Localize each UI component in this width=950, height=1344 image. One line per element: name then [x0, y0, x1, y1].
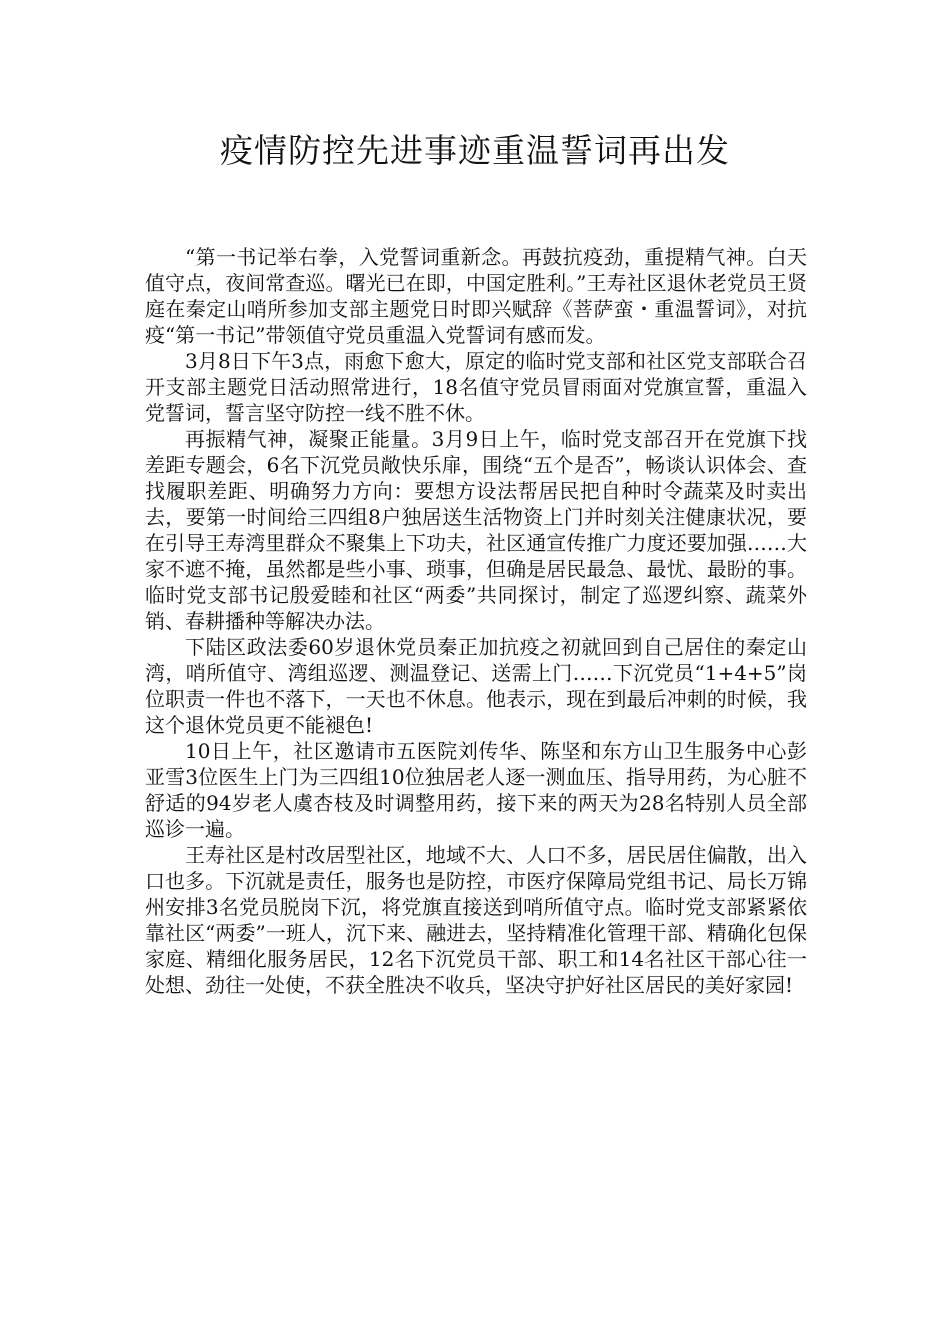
paragraph-4: 下陆区政法委60岁退休党员秦正加抗疫之初就回到自己居住的秦定山湾，哨所值守、湾组巡逻、测温登记、送需上门……下沉党员“1+4+5”岗位职责一件也不落下，一天也不休息。他表示，现在到最后冲刺的时候，我这个退休党员更不能褪色! — [145, 635, 807, 737]
paragraph-3: 再振精气神，凝聚正能量。3月9日上午，临时党支部召开在党旗下找差距专题会，6名下沉党员敞快乐扉，围绕“五个是否”，畅谈认识体会、查找履职差距、明确努力方向：要想方设法帮居民把自种时令蔬菜及时卖出去，要第一时间给三四组8户独居送生活物资上门并时刻关注健康状况，要在引导王寿湾里群众不聚集上下功夫，社区通宣传推广力度还要加强……大家不遮不掩，虽然都是些小事、琐事，但确是居民最急、最忧、最盼的事。临时党支部书记殷爱睦和社区“两委”共同探讨，制定了巡逻纠察、蔬菜外销、春耕播种等解决办法。 — [145, 427, 807, 633]
paragraph-1: “第一书记举右拳，入党誓词重新念。再鼓抗疫劲，重提精气神。白天值守点，夜间常查巡。曙光已在即，中国定胜利。”王寿社区退休老党员王贤庭在秦定山哨所参加支部主题党日时即兴赋辞《菩萨蛮・重温誓词》，对抗疫“第一书记”带领值守党员重温入党誓词有感而发。 — [145, 245, 807, 347]
document-body — [145, 244, 807, 998]
paragraph-2: 3月8日下午3点，雨愈下愈大，原定的临时党支部和社区党支部联合召开支部主题党日活动照常进行，18名值守党员冒雨面对党旗宣誓，重温入党誓词，誓言坚守防控一线不胜不休。 — [145, 349, 807, 425]
paragraph-5: 10日上午，社区邀请市五医院刘传华、陈坚和东方山卫生服务中心彭亚雪3位医生上门为三四组10位独居老人逐一测血压、指导用药，为心脏不舒适的94岁老人虞杏枝及时调整用药，接下来的两天为28名特别人员全部巡诊一遍。 — [145, 739, 807, 841]
document-title: 疫情防控先进事迹重温誓词再出发 — [220, 131, 730, 170]
paragraph-6: 王寿社区是村改居型社区，地域不大、人口不多，居民居住偏散，出入口也多。下沉就是责任，服务也是防控，市医疗保障局党组书记、局长万锦州安排3名党员脱岗下沉，将党旗直接送到哨所值守点。临时党支部紧紧依靠社区“两委”一班人，沉下来、融进去，坚持精准化管理干部、精确化包保家庭、精细化服务居民，12名下沉党员干部、职工和14名社区干部心往一处想、劲往一处使，不获全胜决不收兵，坚决守护好社区居民的美好家园! — [145, 843, 807, 997]
